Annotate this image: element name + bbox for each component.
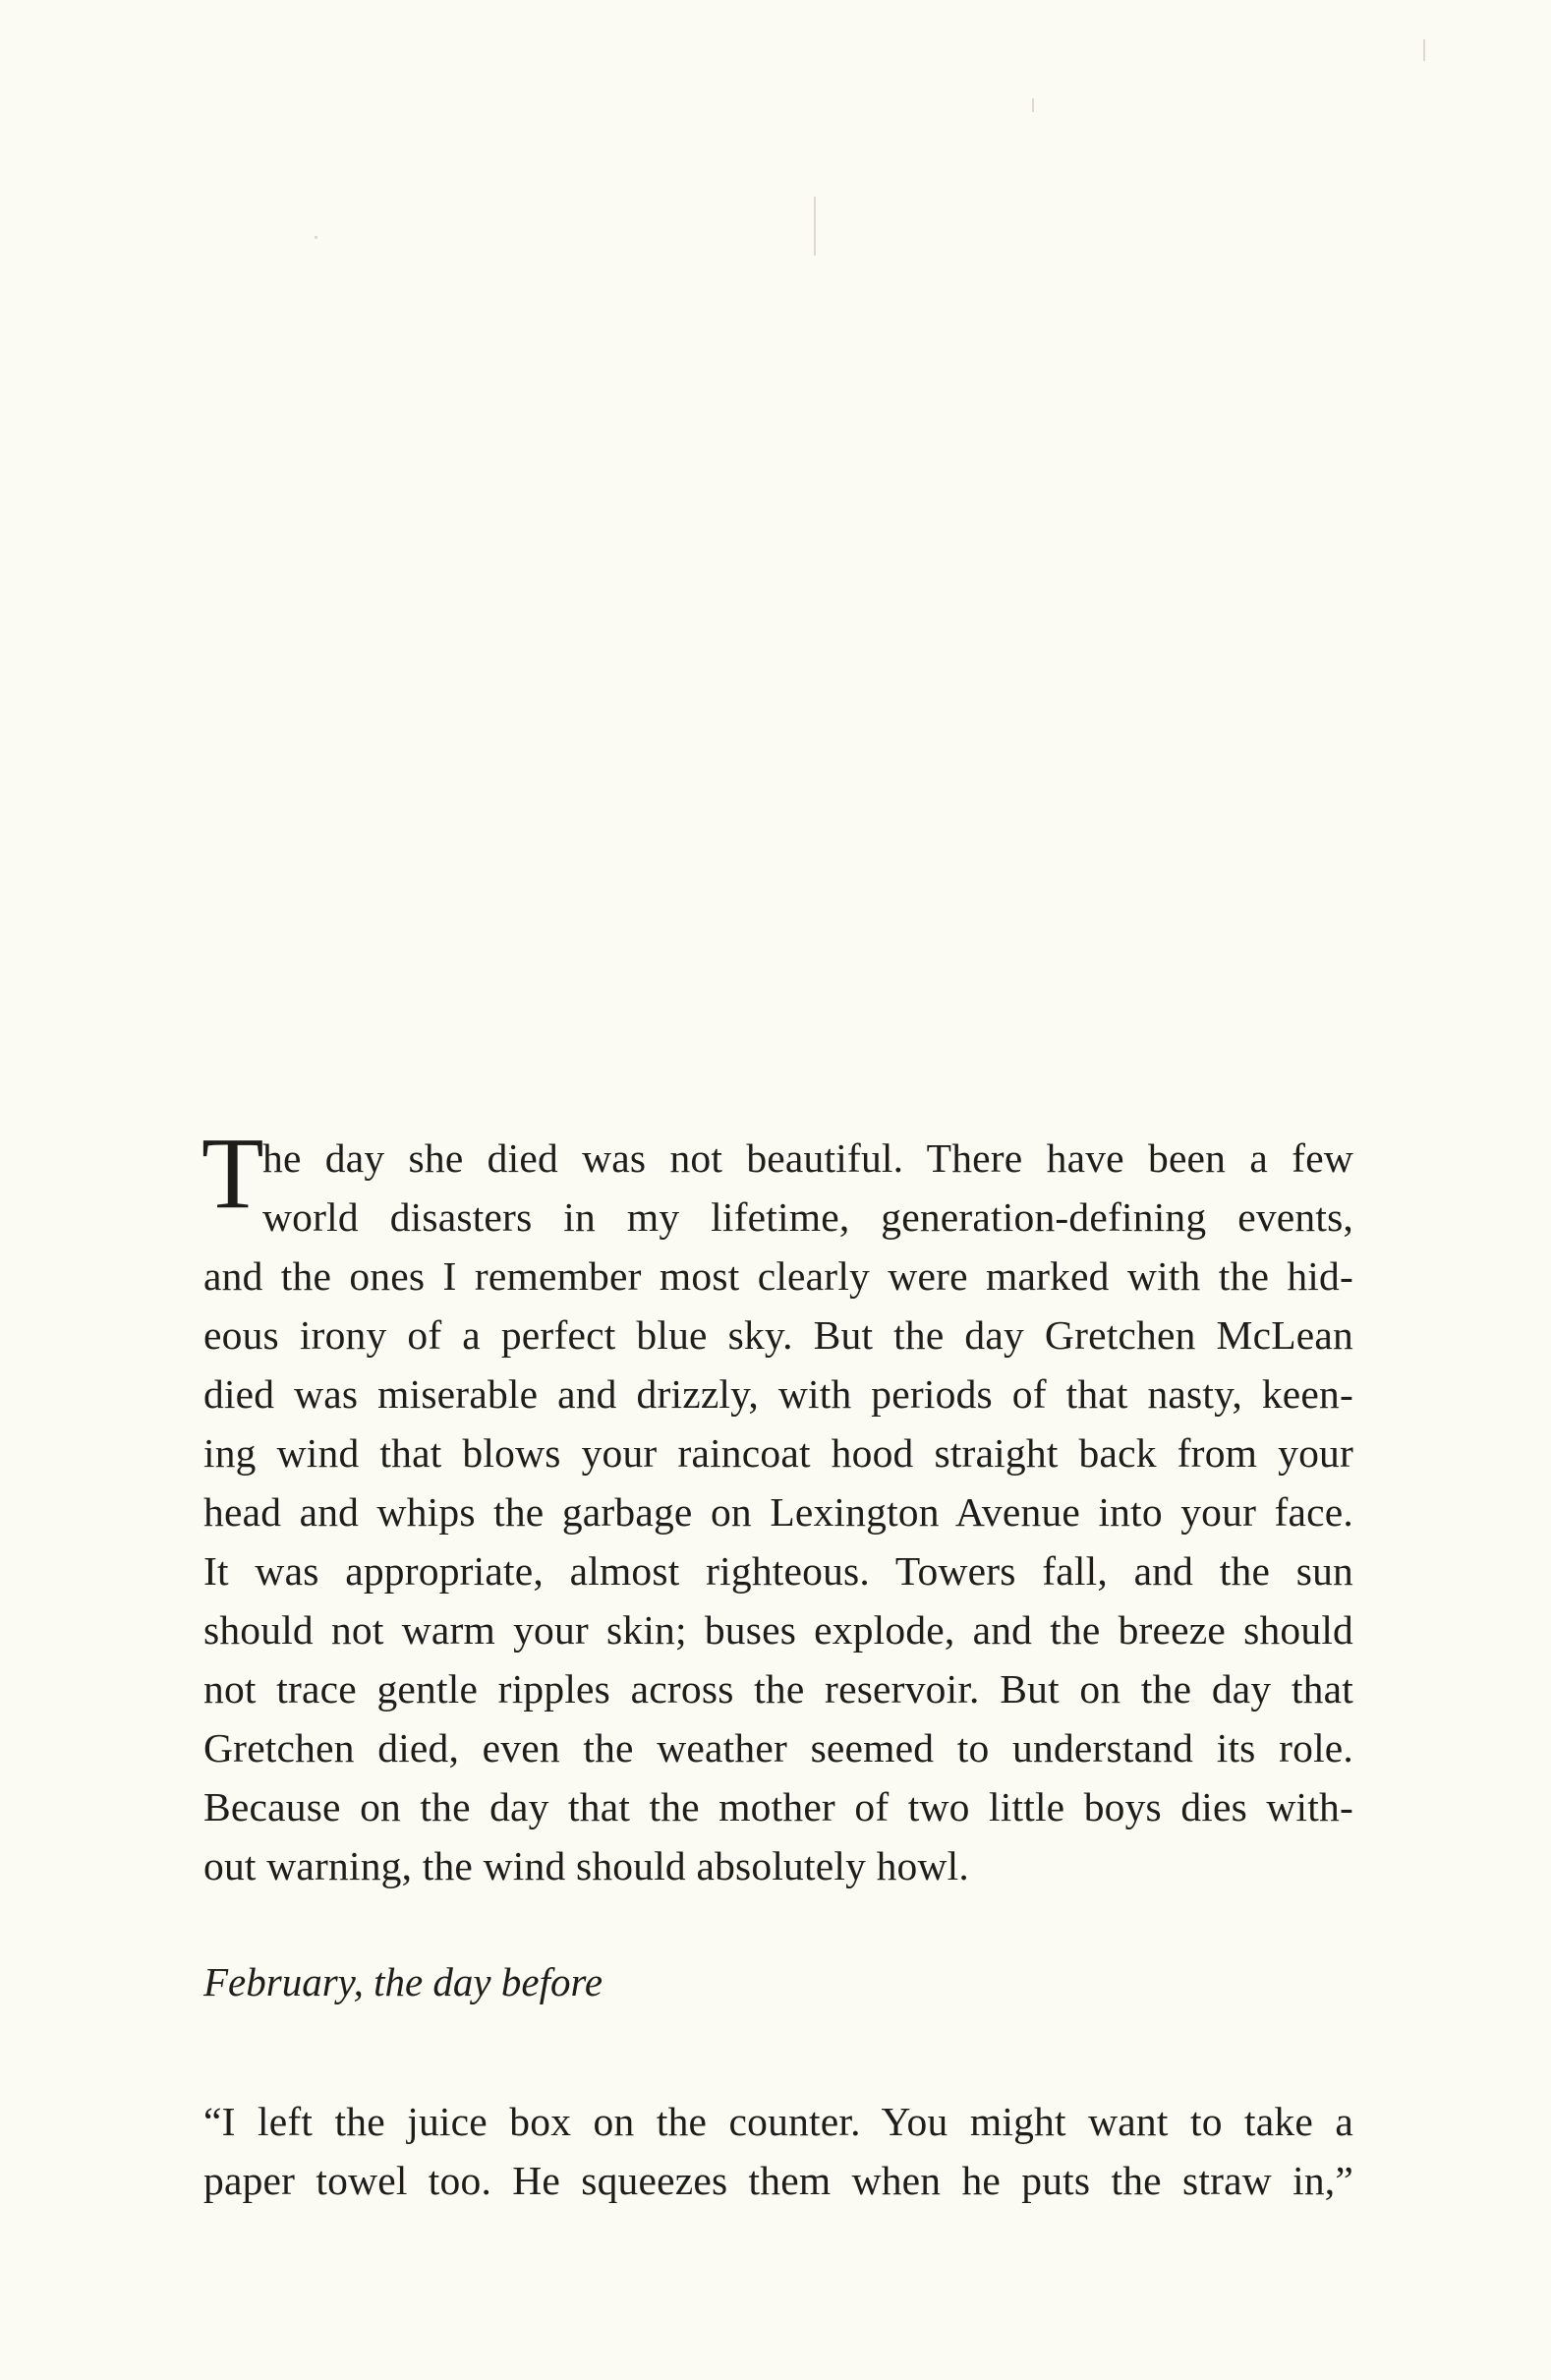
paper-speck	[1423, 39, 1425, 61]
paper-speck	[814, 197, 816, 256]
drop-cap: T	[201, 1117, 264, 1230]
text-line: he day she died was not beautiful. There have been a few	[262, 1135, 1353, 1181]
text-line: eous irony of a perfect blue sky. But the day Gretchen McLean	[203, 1312, 1353, 1358]
text-line: not trace gentle ripples across the reservoir. But on the day that	[203, 1666, 1353, 1712]
text-line: ing wind that blows your raincoat hood straight back from your	[203, 1430, 1353, 1476]
text-line: Gretchen died, even the weather seemed to understand its role.	[203, 1725, 1353, 1770]
text-line: head and whips the garbage on Lexington Avenue into your face.	[203, 1489, 1353, 1535]
text-line: should not warm your skin; buses explode, and the breeze should	[203, 1607, 1353, 1653]
text-line: “I left the juice box on the counter. You might want to take a	[203, 2099, 1353, 2144]
section-heading: February, the day before	[203, 1959, 603, 2004]
paper-speck	[1032, 98, 1034, 112]
text-line: world disasters in my lifetime, generation-defining events,	[262, 1194, 1353, 1240]
text-line: It was appropriate, almost righteous. Towers fall, and the sun	[203, 1548, 1353, 1594]
text-line: and the ones I remember most clearly were marked with the hid-	[203, 1253, 1353, 1299]
text-line: paper towel too. He squeezes them when he puts the straw in,”	[203, 2158, 1353, 2203]
opening-paragraph	[201, 1117, 1353, 1895]
text-line: died was miserable and drizzly, with periods of that nasty, keen-	[203, 1371, 1353, 1417]
body-text	[201, 1117, 1353, 2203]
text-line: out warning, the wind should absolutely howl.	[203, 1843, 969, 1888]
dialogue-paragraph	[203, 2092, 1353, 2210]
paper-speck	[315, 236, 317, 239]
text-line: Because on the day that the mother of two little boys dies with-	[203, 1784, 1353, 1829]
